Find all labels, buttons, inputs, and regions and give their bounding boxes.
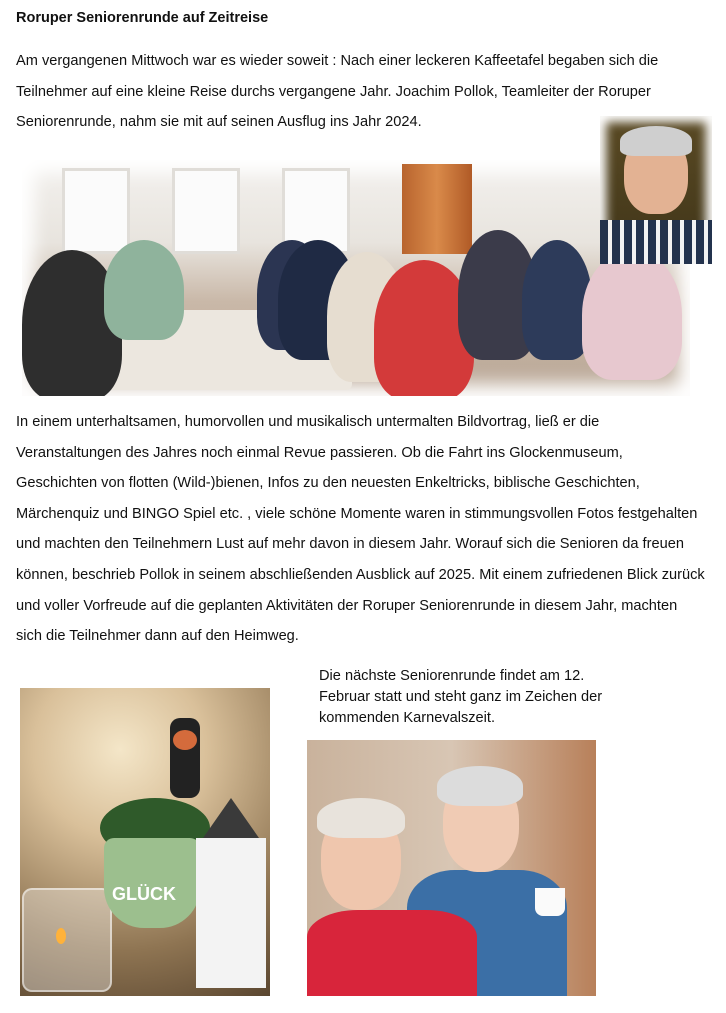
intro-paragraph: Am vergangenen Mittwoch war es wieder soweit : Nach einer leckeren Kaffeetafel begaben sich die Teilnehmer auf eine kleine Reise durchs vergangene Jahr. Joachim Pollok, Teamleiter der Roruper Seniorenrunde, nahm sie mit auf seinen Ausflug ins Jahr 2024. [16,53,659,131]
team-leader-portrait [600,116,712,264]
decor-house [196,838,266,988]
candle-glass [22,888,112,992]
seniors-photo [307,740,596,996]
next-meeting-note: Die nächste Seniorenrunde findet am 12. Februar statt und steht ganz im Zeichen der kommenden Karnevalszeit. [319,668,603,726]
guest [582,250,682,380]
figure-face [173,730,197,750]
candle-flame [56,928,66,944]
curtain [402,164,472,254]
guest-hair [317,798,405,838]
body-paragraph: In einem unterhaltsamen, humorvollen und musikalisch untermalten Bildvortrag, ließ er die Veranstaltungen des Jahres noch einmal Revue passieren. Ob die Fahrt ins Glockenmuseum, Geschichten von flotten (Wild-)bienen, Infos zu den neuesten Enkeltricks, biblische Geschichten, Märchenquiz und BINGO Spiel etc. , viele schöne Momente waren in stimmungsvollen Fotos festgehalten und machten den Teilnehmern Lust auf mehr davon in diesem Jahr. Worauf sich die Senioren da freuen können, beschrieb Pollok in seinem abschließenden Ausblick auf 2025. Mit einem zufriedenen Blick zurück und voller Vorfreude auf die geplanten Aktivitäten der Roruper Seniorenrunde in diesem Jahr, machten sich die Teilnehmer dann auf den Heimweg. [16,414,705,645]
article-title: Roruper Seniorenrunde auf Zeitreise [16,10,269,26]
sweater [600,220,712,264]
table-decoration-photo [20,688,270,996]
group-photo [22,160,690,396]
window [172,168,240,254]
hair [620,126,692,156]
guest-hair [437,766,523,806]
guest-body [307,910,477,996]
coffee-cup [535,888,565,916]
guest [104,240,184,340]
window [62,168,130,254]
pot-label: GLÜCK [112,884,176,904]
flower-pot [104,838,200,928]
